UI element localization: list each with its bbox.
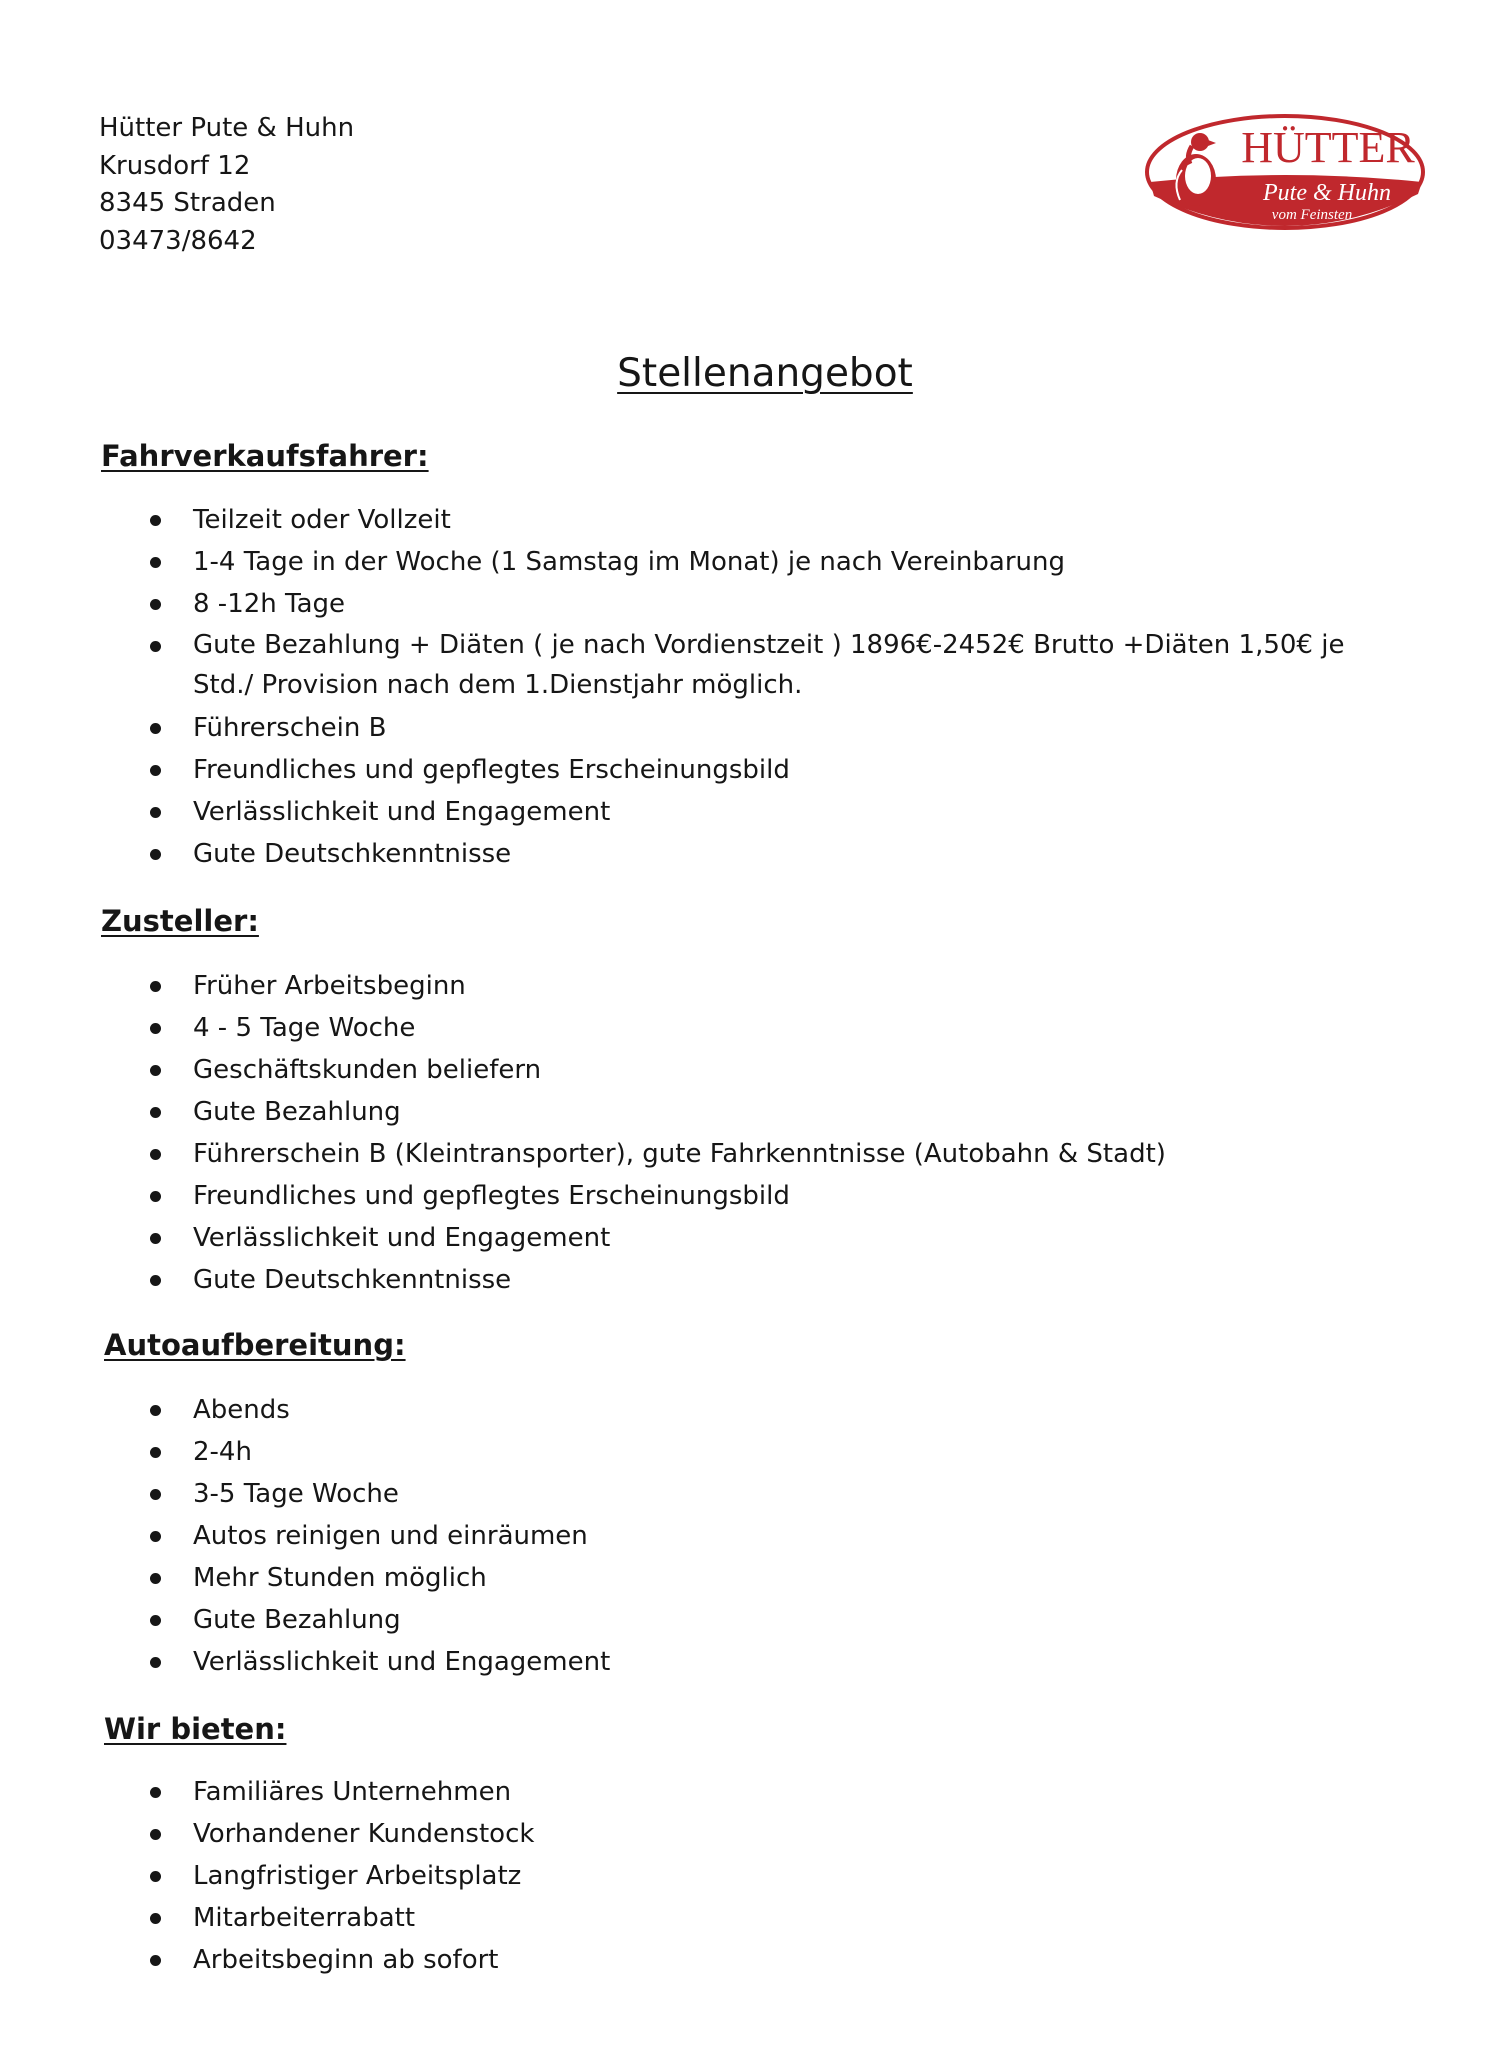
bullet-icon [150, 515, 161, 526]
list-item-text: Verlässlichkeit und Engagement [193, 1647, 611, 1677]
list-item [0, 1897, 1500, 1939]
list-item-text: Führerschein B [193, 713, 387, 743]
list-item-text: Familiäres Unternehmen [193, 1777, 512, 1807]
list-item [0, 1133, 1500, 1175]
list-item [0, 1599, 1500, 1641]
list-item-text: 2-4h [193, 1437, 252, 1467]
list-item-text: 4 - 5 Tage Woche [193, 1013, 416, 1043]
list-item-text: Gute Deutschkenntnisse [193, 1265, 512, 1295]
bullet-icon [150, 1531, 161, 1542]
list-item-text: Mehr Stunden möglich [193, 1563, 487, 1593]
list-item-text: Verlässlichkeit und Engagement [193, 1223, 611, 1253]
bullet-icon [150, 1405, 161, 1416]
list-item [0, 1049, 1500, 1091]
logo-brand: HÜTTER [1241, 123, 1415, 172]
list-item [0, 1431, 1500, 1473]
logo-graphic [1142, 110, 1428, 234]
list-item-text: Teilzeit oder Vollzeit [193, 505, 451, 535]
list-item-text: Gute Bezahlung [193, 1097, 401, 1127]
company-name: Hütter Pute & Huhn [99, 113, 355, 143]
list-item-text: Vorhandener Kundenstock [193, 1819, 535, 1849]
list-item [0, 1771, 1500, 1813]
bullet-icon [150, 1149, 161, 1160]
bullet-list [0, 1771, 1500, 1981]
list-item [0, 1515, 1500, 1557]
bullet-icon [150, 1955, 161, 1966]
list-item [0, 1259, 1500, 1301]
list-item [0, 1813, 1500, 1855]
bullet-icon [150, 1065, 161, 1076]
bullet-icon [150, 1447, 161, 1458]
list-item [0, 791, 1500, 833]
bullet-icon [150, 1615, 161, 1626]
list-item [0, 1473, 1500, 1515]
list-item-text: Geschäftskunden beliefern [193, 1055, 542, 1085]
list-item-text: Abends [193, 1395, 290, 1425]
bullet-icon [150, 807, 161, 818]
list-item-text: Freundliches und gepflegtes Erscheinungsbild [193, 1181, 790, 1211]
bullet-icon [150, 1657, 161, 1668]
list-item [0, 1007, 1500, 1049]
list-item-text: Mitarbeiterrabatt [193, 1903, 416, 1933]
list-item [0, 1855, 1500, 1897]
section-heading: Fahrverkaufsfahrer: [101, 439, 429, 473]
list-item-text: 1-4 Tage in der Woche (1 Samstag im Monat) je nach Vereinbarung [193, 547, 1065, 577]
list-item-text: Verlässlichkeit und Engagement [193, 797, 611, 827]
company-address [99, 110, 354, 260]
bullet-icon [150, 1489, 161, 1500]
logo-subline: vom Feinsten [1271, 207, 1353, 223]
bullet-icon [150, 1913, 161, 1924]
bullet-list [0, 499, 1500, 875]
company-logo [1142, 110, 1428, 234]
list-item [0, 1641, 1500, 1683]
bullet-icon [150, 1191, 161, 1202]
list-item-text: Langfristiger Arbeitsplatz [193, 1861, 522, 1891]
list-item [0, 541, 1500, 583]
bullet-icon [150, 599, 161, 610]
list-item [0, 833, 1500, 875]
bullet-icon [150, 1275, 161, 1286]
company-city: 8345 Straden [99, 188, 276, 218]
bullet-list [0, 965, 1500, 1301]
list-item-text: Führerschein B (Kleintransporter), gute Fahrkenntnisse (Autobahn & Stadt) [193, 1139, 1166, 1169]
list-item [0, 625, 1373, 705]
company-phone: 03473/8642 [99, 225, 257, 256]
list-item-text: 8 -12h Tage [193, 589, 346, 619]
list-item-text: Gute Bezahlung + Diäten ( je nach Vordienstzeit ) 1896€-2452€ Brutto +Diäten 1,50€ je Std./ Provision nach dem 1.Dienstjahr möglich. [193, 630, 1345, 700]
bullet-icon [150, 1023, 161, 1034]
list-item [0, 1175, 1500, 1217]
list-item [0, 749, 1500, 791]
list-item [0, 1091, 1500, 1133]
list-item [0, 1389, 1500, 1431]
section-heading: Zusteller: [101, 904, 259, 938]
list-item-text: Gute Bezahlung [193, 1605, 401, 1635]
bullet-list [0, 1389, 1500, 1683]
bullet-icon [150, 1573, 161, 1584]
list-item [0, 499, 1500, 541]
list-item [0, 1217, 1500, 1259]
page-title: Stellenangebot [617, 351, 913, 396]
bullet-icon [150, 1829, 161, 1840]
bullet-icon [150, 1787, 161, 1798]
bullet-icon [150, 557, 161, 568]
list-item-text: Arbeitsbeginn ab sofort [193, 1945, 499, 1975]
list-item-text: 3-5 Tage Woche [193, 1479, 399, 1509]
bullet-icon [150, 723, 161, 734]
section-heading: Wir bieten: [104, 1712, 287, 1746]
bullet-icon [150, 981, 161, 992]
bullet-icon [150, 1107, 161, 1118]
list-item [0, 583, 1500, 625]
list-item-text: Früher Arbeitsbeginn [193, 971, 466, 1001]
section-heading: Autoaufbereitung: [104, 1328, 406, 1362]
list-item-text: Gute Deutschkenntnisse [193, 839, 512, 869]
bullet-icon [150, 641, 161, 652]
logo-tagline: Pute & Huhn [1263, 180, 1391, 206]
list-item [0, 965, 1500, 1007]
bullet-icon [150, 1871, 161, 1882]
list-item [0, 1939, 1500, 1981]
list-item [0, 1557, 1500, 1599]
bullet-icon [150, 1233, 161, 1244]
list-item-text: Autos reinigen und einräumen [193, 1521, 588, 1551]
bullet-icon [150, 849, 161, 860]
bullet-icon [150, 765, 161, 776]
company-street: Krusdorf 12 [99, 150, 251, 181]
list-item [0, 707, 1500, 749]
list-item-text: Freundliches und gepflegtes Erscheinungsbild [193, 755, 790, 785]
